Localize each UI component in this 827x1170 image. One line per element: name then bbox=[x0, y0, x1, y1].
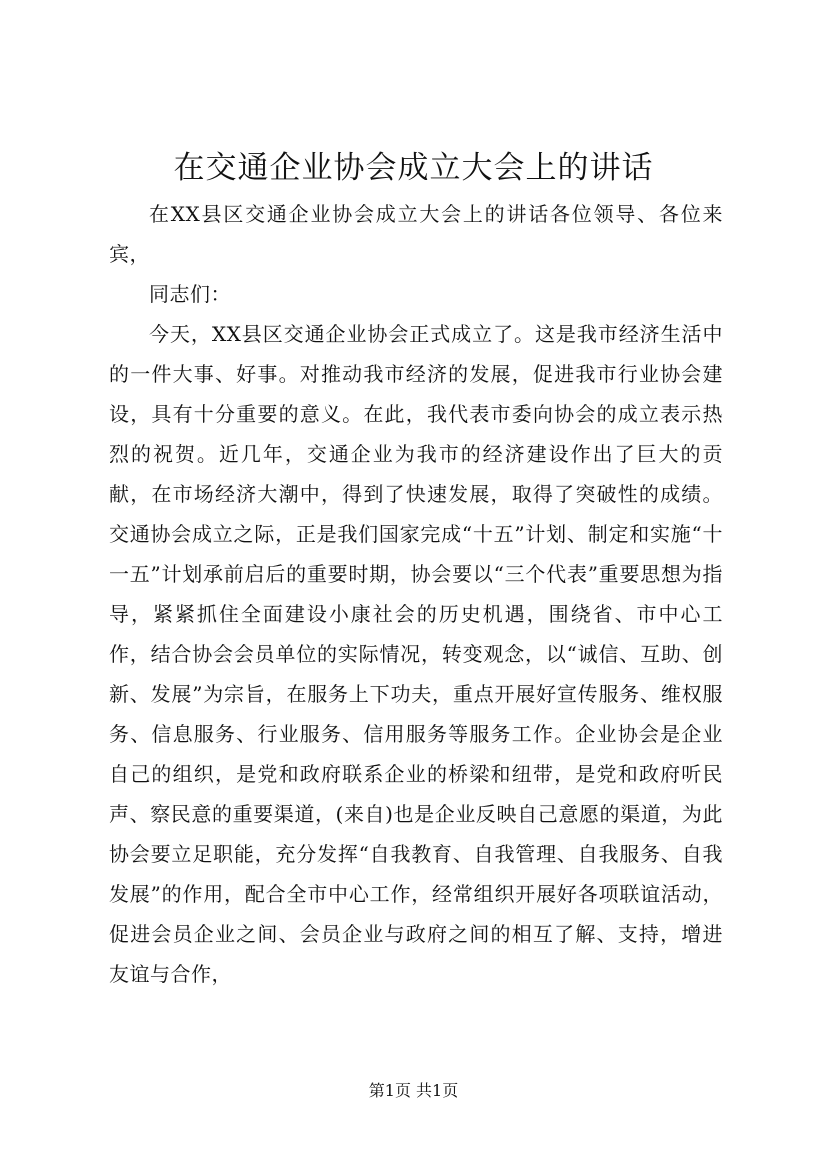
paragraph-opening: 在XX县区交通企业协会成立大会上的讲话各位领导、各位来宾， bbox=[109, 202, 723, 266]
paragraph-salutation: 同志们： bbox=[149, 282, 231, 306]
page-footer: 第1页 共1页 bbox=[368, 1081, 459, 1100]
document-title: 在交通企业协会成立大会上的讲话 bbox=[173, 150, 654, 186]
document-body bbox=[109, 194, 723, 994]
paragraph-main: 今天，XX县区交通企业协会正式成立了。这是我市经济生活中的一件大事、好事。对推动我市经济的发展，促进我市行业协会建设，具有十分重要的意义。在此，我代表市委向协会的成立表示热烈的祝贺。近几年，交通企业为我市的经济建设作出了巨大的贡献，在市场经济大潮中，得到了快速发展，取得了突破性的成绩。交通协会成立之际，正是我们国家完成“十五”计划、制定和实施“十一五”计划承前启后的重要时期，协会要以“三个代表”重要思想为指导，紧紧抓住全面建设小康社会的历史机遇，围绕省、市中心工作，结合协会会员单位的实际情况，转变观念，以“诚信、互助、创新、发展”为宗旨，在服务上下功夫，重点开展好宣传服务、维权服务、信息服务、行业服务、信用服务等服务工作。企业协会是企业自己的组织，是党和政府联系企业的桥梁和纽带，是党和政府听民声、察民意的重要渠道，(来自)也是企业反映自己意愿的渠道，为此协会要立足职能，充分发挥“自我教育、自我管理、自我服务、自我发展”的作用，配合全市中心工作，经常组织开展好各项联谊活动，促进会员企业之间、会员企业与政府之间的相互了解、支持，增进友谊与合作， bbox=[109, 322, 723, 986]
